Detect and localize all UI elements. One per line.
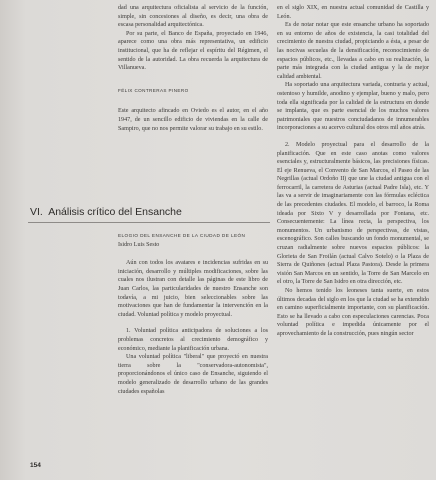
section-rule: [28, 222, 270, 223]
article-subhead: ELOGIO DEL ENSANCHE DE LA CIUDAD DE LEÓN: [118, 233, 246, 238]
paragraph: Es de notar notar que este ensanche urbano ha soportado en su entorno de años de existencia, la casi totalidad del crecimiento de nuestra ciudad, propiciando a ésta, a pesar de las nocivas secuelas de la densificación, reconocimiento de espacios públicos, etc., llevadas a cabo en su realización, la parte más integrada con la ciudad antigua y la de mejor calidad ambiental.: [277, 22, 429, 80]
page-number: 154: [30, 462, 41, 469]
article-author: Isidro Luis Sesto: [118, 241, 160, 248]
section-title: Análisis crítico del Ensanche: [48, 206, 182, 218]
paragraph: dad una arquitectura oficialista al servicio de la función, simple, sin concesiones al diseño, es decir, una obra de escasa personalidad arquitectónica.: [118, 5, 268, 29]
paragraph: No hemos tenido los leoneses tanta suerte, en estos últimos decadas del siglo en los que la ciudad se ha extendido en camino superficialmente importante, con su planificación. Esto se ha llevado a cabo con especulaciones carencias. Poca voluntad política e impedida únicamente por el aprovechamiento de la construcción, pues ningún sector: [277, 288, 429, 337]
right-column: [277, 4, 429, 339]
paragraph: 1. Voluntad política anticipadora de soluciones a los problemas concretos al crecimiento demográfico y económico, mediante la planificación urbana.: [118, 328, 268, 352]
paragraph: en el siglo XIX, en nuestra actual comunidad de Castilla y León.: [277, 5, 429, 20]
section-number: VI.: [30, 206, 43, 218]
left-column-top: [118, 4, 268, 133]
paragraph: Una voluntad política "liberal" que proyectó en nuestra tierra sobre la "conservadora-autonomista", proporcionándonos el único caso de Ensanche, siguiendo el modelo generalizado de desarrollo urbano de las grandes ciudades españolas: [118, 354, 268, 395]
paragraph: Por su parte, el Banco de España, proyectado en 1946, aparece como una obra más representativa, un edificio institucional, que ha de reflejar el espíritu del Régimen, el sentido de la autoridad. La obra recuerda la arquitectura de Villanueva.: [118, 30, 268, 72]
paragraph: Ha soportado una arquitectura variada, contraria y actual, ostentoso y humilde, anodino y ejemplar, bueno y malo, pero toda ella significada por la calidad de la estructura en donde se implanta, que es parte esencial de los muchos valores patrimoniales que nuestros conciudadanos de innumerables incorporaciones a su acervo cultural dos otros mil años atrás.: [277, 82, 429, 132]
left-column-bottom: [118, 232, 268, 396]
paragraph: Aún con todos los avatares e incidencias sufridas en su iniciación, desarrollo y múltiples modificaciones, sobre las cuales nos ilustran con detalle las páginas de este libro de Juan Carlos, las particularidades de nuestro Ensanche son todavía, a mi juicio, bien seleccionables sobre las motivaciones que han de fundamentar la intervención en la ciudad. Voluntad política y modelo proyectual.: [118, 260, 268, 318]
section-heading: [30, 206, 270, 218]
author-signature: FÉLIX CONTRERAS PINERO: [118, 87, 189, 93]
paragraph: 2. Modelo proyectual para el desarrollo de la planificación. Que en este caso anotas como valores esenciales y, estructuralmente básicos, las precisiones físicas. El eje Renueva, el Convento de San Marcos, el Paseo de las Negrillas (actual Ordoño II) que une la ciudad antigua con el ferrocarril, la carretera de Asturias (actual Padre Isla), etc. Y las va a servir de imaginariamente con las fórmulas ecléctica de las precedentes ciudades. El modelo, el barroco, la Roma ideada por Sixto V y desarrollada por Fontana, etc. Consecuentemente: La línea recta, la perspectiva, los monumentos. Un urbanismo de perspectivas, de vistas, escenográfico. Son calles buscando un fondo monumental, se cruzan radialmente sobre nuevos espacios públicos: la Glorieta de San Froilán (actual Calvo Sotelo) o la Plaza de Sierra de Quiñones (actual Plaza Pastora). Desde la primera visión San Marcos en un sentido, la Torre de San Marcelo en el otro, la Torre de San Isidro en otra dirección, etc.: [277, 141, 429, 286]
paragraph: Este arquitecto afincado en Oviedo es el autor, en el año 1947, de un sencillo edificio de viviendas en la calle de Sampiro, que no nos permite valorar su trabajo en su estilo.: [118, 108, 268, 132]
